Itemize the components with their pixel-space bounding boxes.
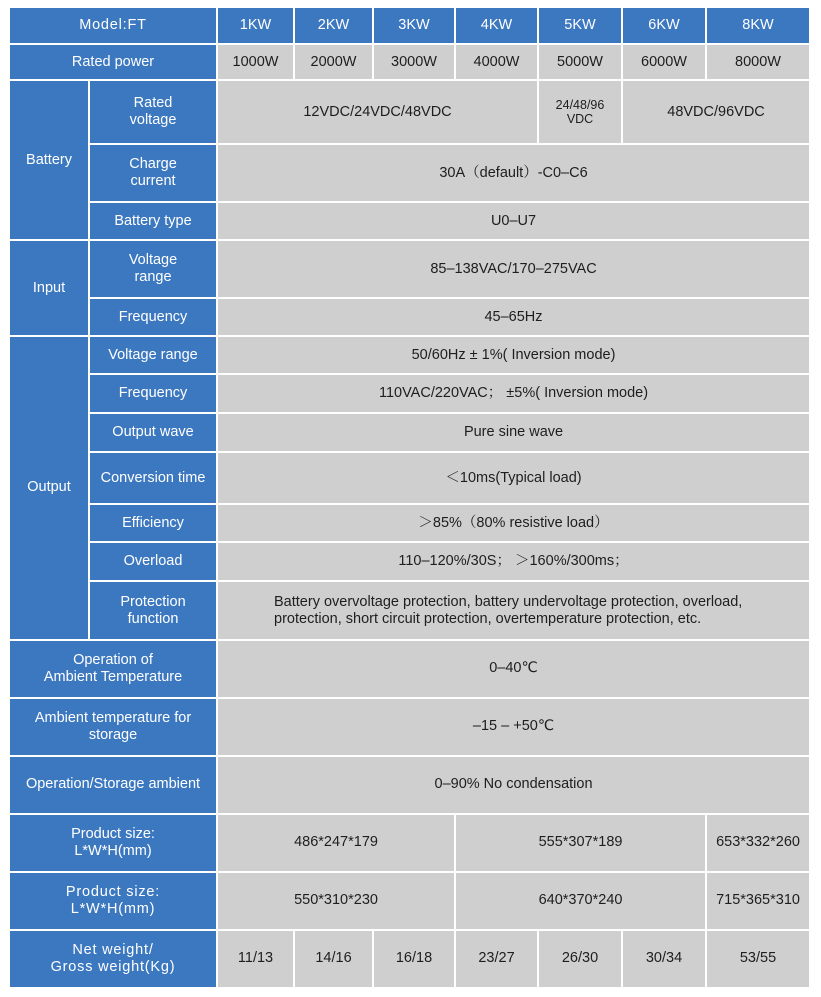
- weight-value: 23/27: [455, 930, 538, 988]
- input-voltage-label: Voltage range: [89, 240, 217, 298]
- efficiency-label: Efficiency: [89, 504, 217, 542]
- package-size-value: 715*365*310: [706, 872, 810, 930]
- rated-voltage-label: Rated voltage: [89, 80, 217, 144]
- conversion-time-value: ＜10ms(Typical load): [217, 452, 810, 504]
- battery-rated-voltage-row: [9, 80, 810, 144]
- output-frequency-value: 110VAC/220VAC； ±5%( Inversion mode): [217, 374, 810, 413]
- rated-power-label: Rated power: [9, 44, 217, 80]
- battery-group-label: Battery: [9, 80, 89, 240]
- weight-value: 53/55: [706, 930, 810, 988]
- operation-temp-row: [9, 640, 810, 698]
- overload-label: Overload: [89, 542, 217, 581]
- model-5kw: 5KW: [538, 7, 622, 44]
- output-voltage-value: 50/60Hz ± 1%( Inversion mode): [217, 336, 810, 374]
- output-frequency-label: Frequency: [89, 374, 217, 413]
- conversion-time-row: [9, 452, 810, 504]
- package-size-row: [9, 872, 810, 930]
- rated-power-value: 5000W: [538, 44, 622, 80]
- rated-power-row: [9, 44, 810, 80]
- output-wave-row: [9, 413, 810, 452]
- model-8kw: 8KW: [706, 7, 810, 44]
- spec-table: [8, 6, 811, 989]
- model-label: Model:FT: [9, 7, 217, 44]
- output-voltage-label: Voltage range: [89, 336, 217, 374]
- weight-value: 30/34: [622, 930, 706, 988]
- product-size-value: 555*307*189: [455, 814, 706, 872]
- weight-row: [9, 930, 810, 988]
- battery-type-value: U0–U7: [217, 202, 810, 240]
- rated-voltage-value-6-8kw: 48VDC/96VDC: [622, 80, 810, 144]
- operation-temp-value: 0–40℃: [217, 640, 810, 698]
- charge-current-label: Charge current: [89, 144, 217, 202]
- weight-value: 26/30: [538, 930, 622, 988]
- package-size-label: Product size: L*W*H(mm): [9, 872, 217, 930]
- package-size-value: 640*370*240: [455, 872, 706, 930]
- battery-type-label: Battery type: [89, 202, 217, 240]
- storage-temp-value: –15 – +50℃: [217, 698, 810, 756]
- package-size-value: 550*310*230: [217, 872, 455, 930]
- header-row: [9, 7, 810, 44]
- protection-value: Battery overvoltage protection, battery undervoltage protection, overload, protection, short circuit protection, overtemperature protection, etc.: [217, 581, 810, 639]
- charge-current-value: 30A（default）-C0–C6: [217, 144, 810, 202]
- storage-temp-row: [9, 698, 810, 756]
- rated-power-value: 6000W: [622, 44, 706, 80]
- humidity-value: 0–90% No condensation: [217, 756, 810, 814]
- output-voltage-row: [9, 336, 810, 374]
- model-4kw: 4KW: [455, 7, 538, 44]
- product-size-label: Product size: L*W*H(mm): [9, 814, 217, 872]
- input-voltage-value: 85–138VAC/170–275VAC: [217, 240, 810, 298]
- weight-value: 11/13: [217, 930, 294, 988]
- efficiency-value: ＞85%（80% resistive load）: [217, 504, 810, 542]
- rated-voltage-value-5kw: 24/48/96 VDC: [538, 80, 622, 144]
- weight-value: 16/18: [373, 930, 455, 988]
- weight-value: 14/16: [294, 930, 373, 988]
- input-frequency-value: 45–65Hz: [217, 298, 810, 336]
- rated-power-value: 3000W: [373, 44, 455, 80]
- conversion-time-label: Conversion time: [89, 452, 217, 504]
- input-frequency-row: [9, 298, 810, 336]
- input-group-label: Input: [9, 240, 89, 336]
- output-wave-value: Pure sine wave: [217, 413, 810, 452]
- charge-current-row: [9, 144, 810, 202]
- rated-power-value: 8000W: [706, 44, 810, 80]
- product-size-row: [9, 814, 810, 872]
- weight-label: Net weight/ Gross weight(Kg): [9, 930, 217, 988]
- model-1kw: 1KW: [217, 7, 294, 44]
- rated-voltage-value-1-4kw: 12VDC/24VDC/48VDC: [217, 80, 538, 144]
- humidity-row: [9, 756, 810, 814]
- protection-label: Protection function: [89, 581, 217, 639]
- efficiency-row: [9, 504, 810, 542]
- storage-temp-label: Ambient temperature for storage: [9, 698, 217, 756]
- battery-type-row: [9, 202, 810, 240]
- protection-row: [9, 581, 810, 639]
- overload-value: 110–120%/30S； ＞160%/300ms；: [217, 542, 810, 581]
- model-6kw: 6KW: [622, 7, 706, 44]
- input-voltage-row: [9, 240, 810, 298]
- model-3kw: 3KW: [373, 7, 455, 44]
- overload-row: [9, 542, 810, 581]
- rated-power-value: 4000W: [455, 44, 538, 80]
- operation-temp-label: Operation of Ambient Temperature: [9, 640, 217, 698]
- rated-power-value: 2000W: [294, 44, 373, 80]
- output-group-label: Output: [9, 336, 89, 639]
- rated-power-value: 1000W: [217, 44, 294, 80]
- input-frequency-label: Frequency: [89, 298, 217, 336]
- product-size-value: 653*332*260: [706, 814, 810, 872]
- output-frequency-row: [9, 374, 810, 413]
- product-size-value: 486*247*179: [217, 814, 455, 872]
- humidity-label: Operation/Storage ambient: [9, 756, 217, 814]
- output-wave-label: Output wave: [89, 413, 217, 452]
- model-2kw: 2KW: [294, 7, 373, 44]
